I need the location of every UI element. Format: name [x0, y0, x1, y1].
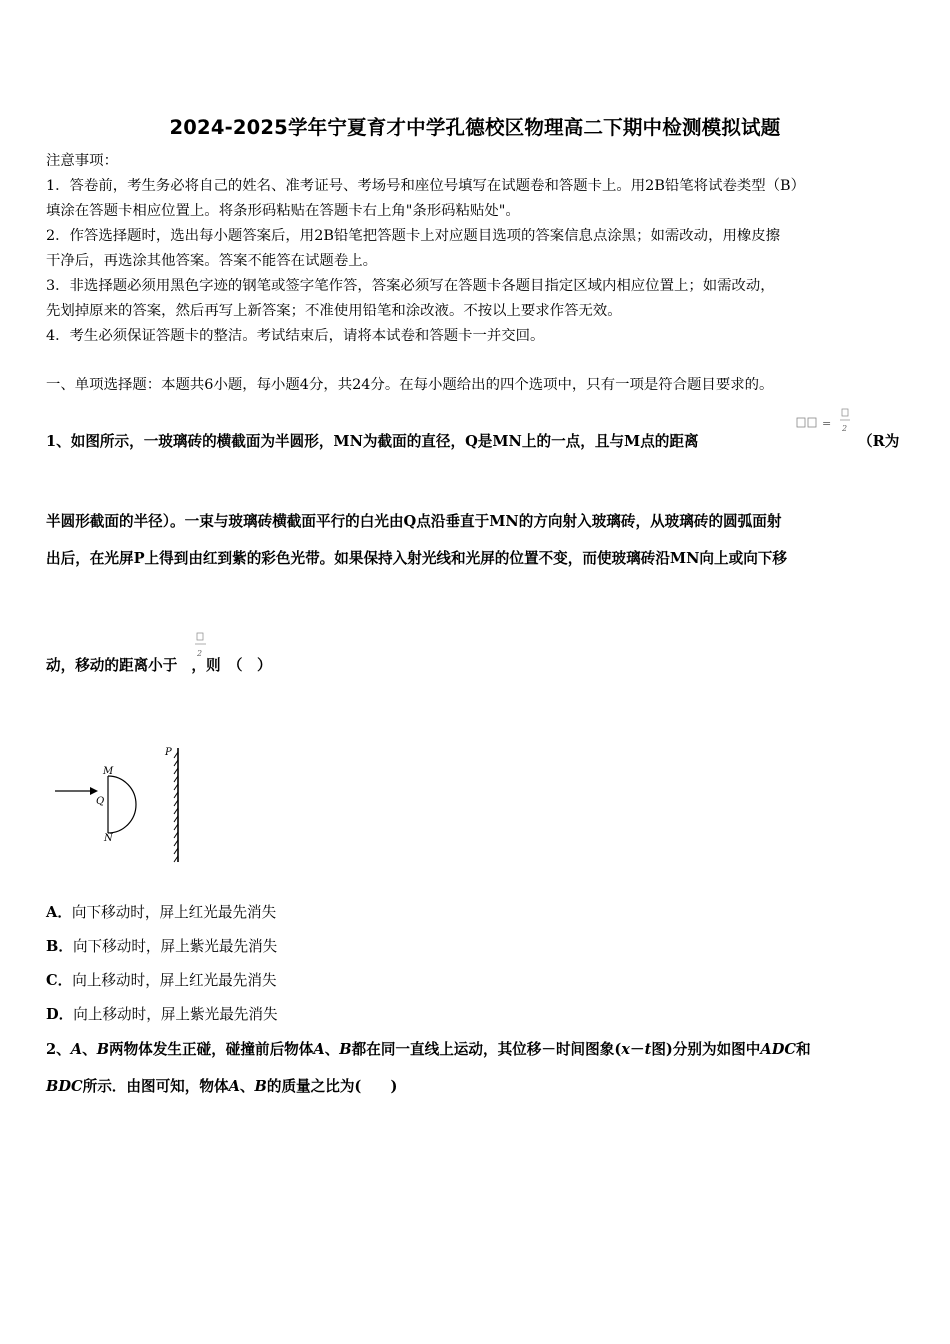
- q1-figure: [50, 740, 200, 870]
- q2-line-2: BDC所示．由图可知，物体A、B的质量之比为( ): [46, 1078, 398, 1095]
- option-a[interactable]: A．向下移动时，屏上红光最先消失: [46, 904, 277, 921]
- notice-line: 4．考生必须保证答题卡的整洁。考试结束后，请将本试卷和答题卡一并交回。: [46, 328, 545, 344]
- section-heading: 一、单项选择题：本题共6小题，每小题4分，共24分。在每小题给出的四个选项中，只有一项是符合题目要求的。: [46, 377, 774, 393]
- glass-brick-diagram: [50, 740, 200, 870]
- ray-arrowhead: [90, 787, 98, 795]
- label-n: N: [104, 833, 113, 844]
- distance-formula: [796, 407, 856, 441]
- q1-line-1-tail: （R为: [858, 433, 900, 450]
- q1-line-3: 出后，在光屏P上得到由红到紫的彩色光带。如果保持入射光线和光屏的位置不变，而使玻璃砖沿MN向上或向下移: [46, 550, 787, 567]
- notice-line: 填涂在答题卡相应位置上。将条形码粘贴在答题卡右上角"条形码粘贴处"。: [46, 203, 520, 219]
- q1-line-2: 半圆形截面的半径）。一束与玻璃砖横截面平行的白光由Q点沿垂直于MN的方向射入玻璃砖，从玻璃砖的圆弧面射: [46, 513, 782, 530]
- svg-text:=: =: [822, 417, 832, 430]
- page-title: 2024-2025学年宁夏育才中学孔德校区物理高二下期中检测模拟试题: [169, 116, 781, 139]
- option-b[interactable]: B．向下移动时，屏上紫光最先消失: [46, 938, 278, 955]
- notice-line: 1．答卷前，考生务必将自己的姓名、准考证号、考场号和座位号填写在试题卷和答题卡上。用2B铅笔将试卷类型（B）: [46, 178, 805, 194]
- distance-limit-graphic: [194, 630, 208, 664]
- q1-line-1: 1、如图所示，一玻璃砖的横截面为半圆形，MN为截面的直径，Q是MN上的一点，且与M点的距离: [46, 433, 699, 450]
- notice-heading: 注意事项：: [46, 153, 118, 169]
- formula-denominator: 2: [842, 424, 848, 433]
- distance-formula-graphic: [796, 407, 856, 441]
- label-p: P: [165, 747, 172, 758]
- distance-limit-formula: [194, 630, 208, 664]
- notice-line: 先划掉原来的答案，然后再写上新答案；不准使用铅笔和涂改液。不按以上要求作答无效。: [46, 303, 622, 319]
- notice-line: 干净后，再选涂其他答案。答案不能答在试题卷上。: [46, 253, 377, 269]
- label-q: Q: [96, 796, 105, 807]
- semicircle-arc: [108, 776, 136, 833]
- notice-line: 3．非选择题必须用黑色字迹的钢笔或签字笔作答，答案必须写在答题卡各题目指定区域内相应位置上；如需改动，: [46, 278, 775, 294]
- q1-line-4: 动，移动的距离小于 ，则 （ ）: [46, 657, 272, 674]
- q2-line-1: 2、A、B两物体发生正碰，碰撞前后物体A、B都在同一直线上运动，其位移－时间图象(x－t图)分别为如图中ADC和: [46, 1041, 811, 1058]
- notice-line: 2．作答选择题时，选出每小题答案后，用2B铅笔把答题卡上对应题目选项的答案信息点涂黑；如需改动，用橡皮擦: [46, 228, 781, 244]
- label-m: M: [103, 766, 114, 777]
- option-d[interactable]: D．向上移动时，屏上紫光最先消失: [46, 1006, 278, 1023]
- option-c[interactable]: C．向上移动时，屏上红光最先消失: [46, 972, 277, 989]
- svg-text:2: 2: [197, 649, 203, 658]
